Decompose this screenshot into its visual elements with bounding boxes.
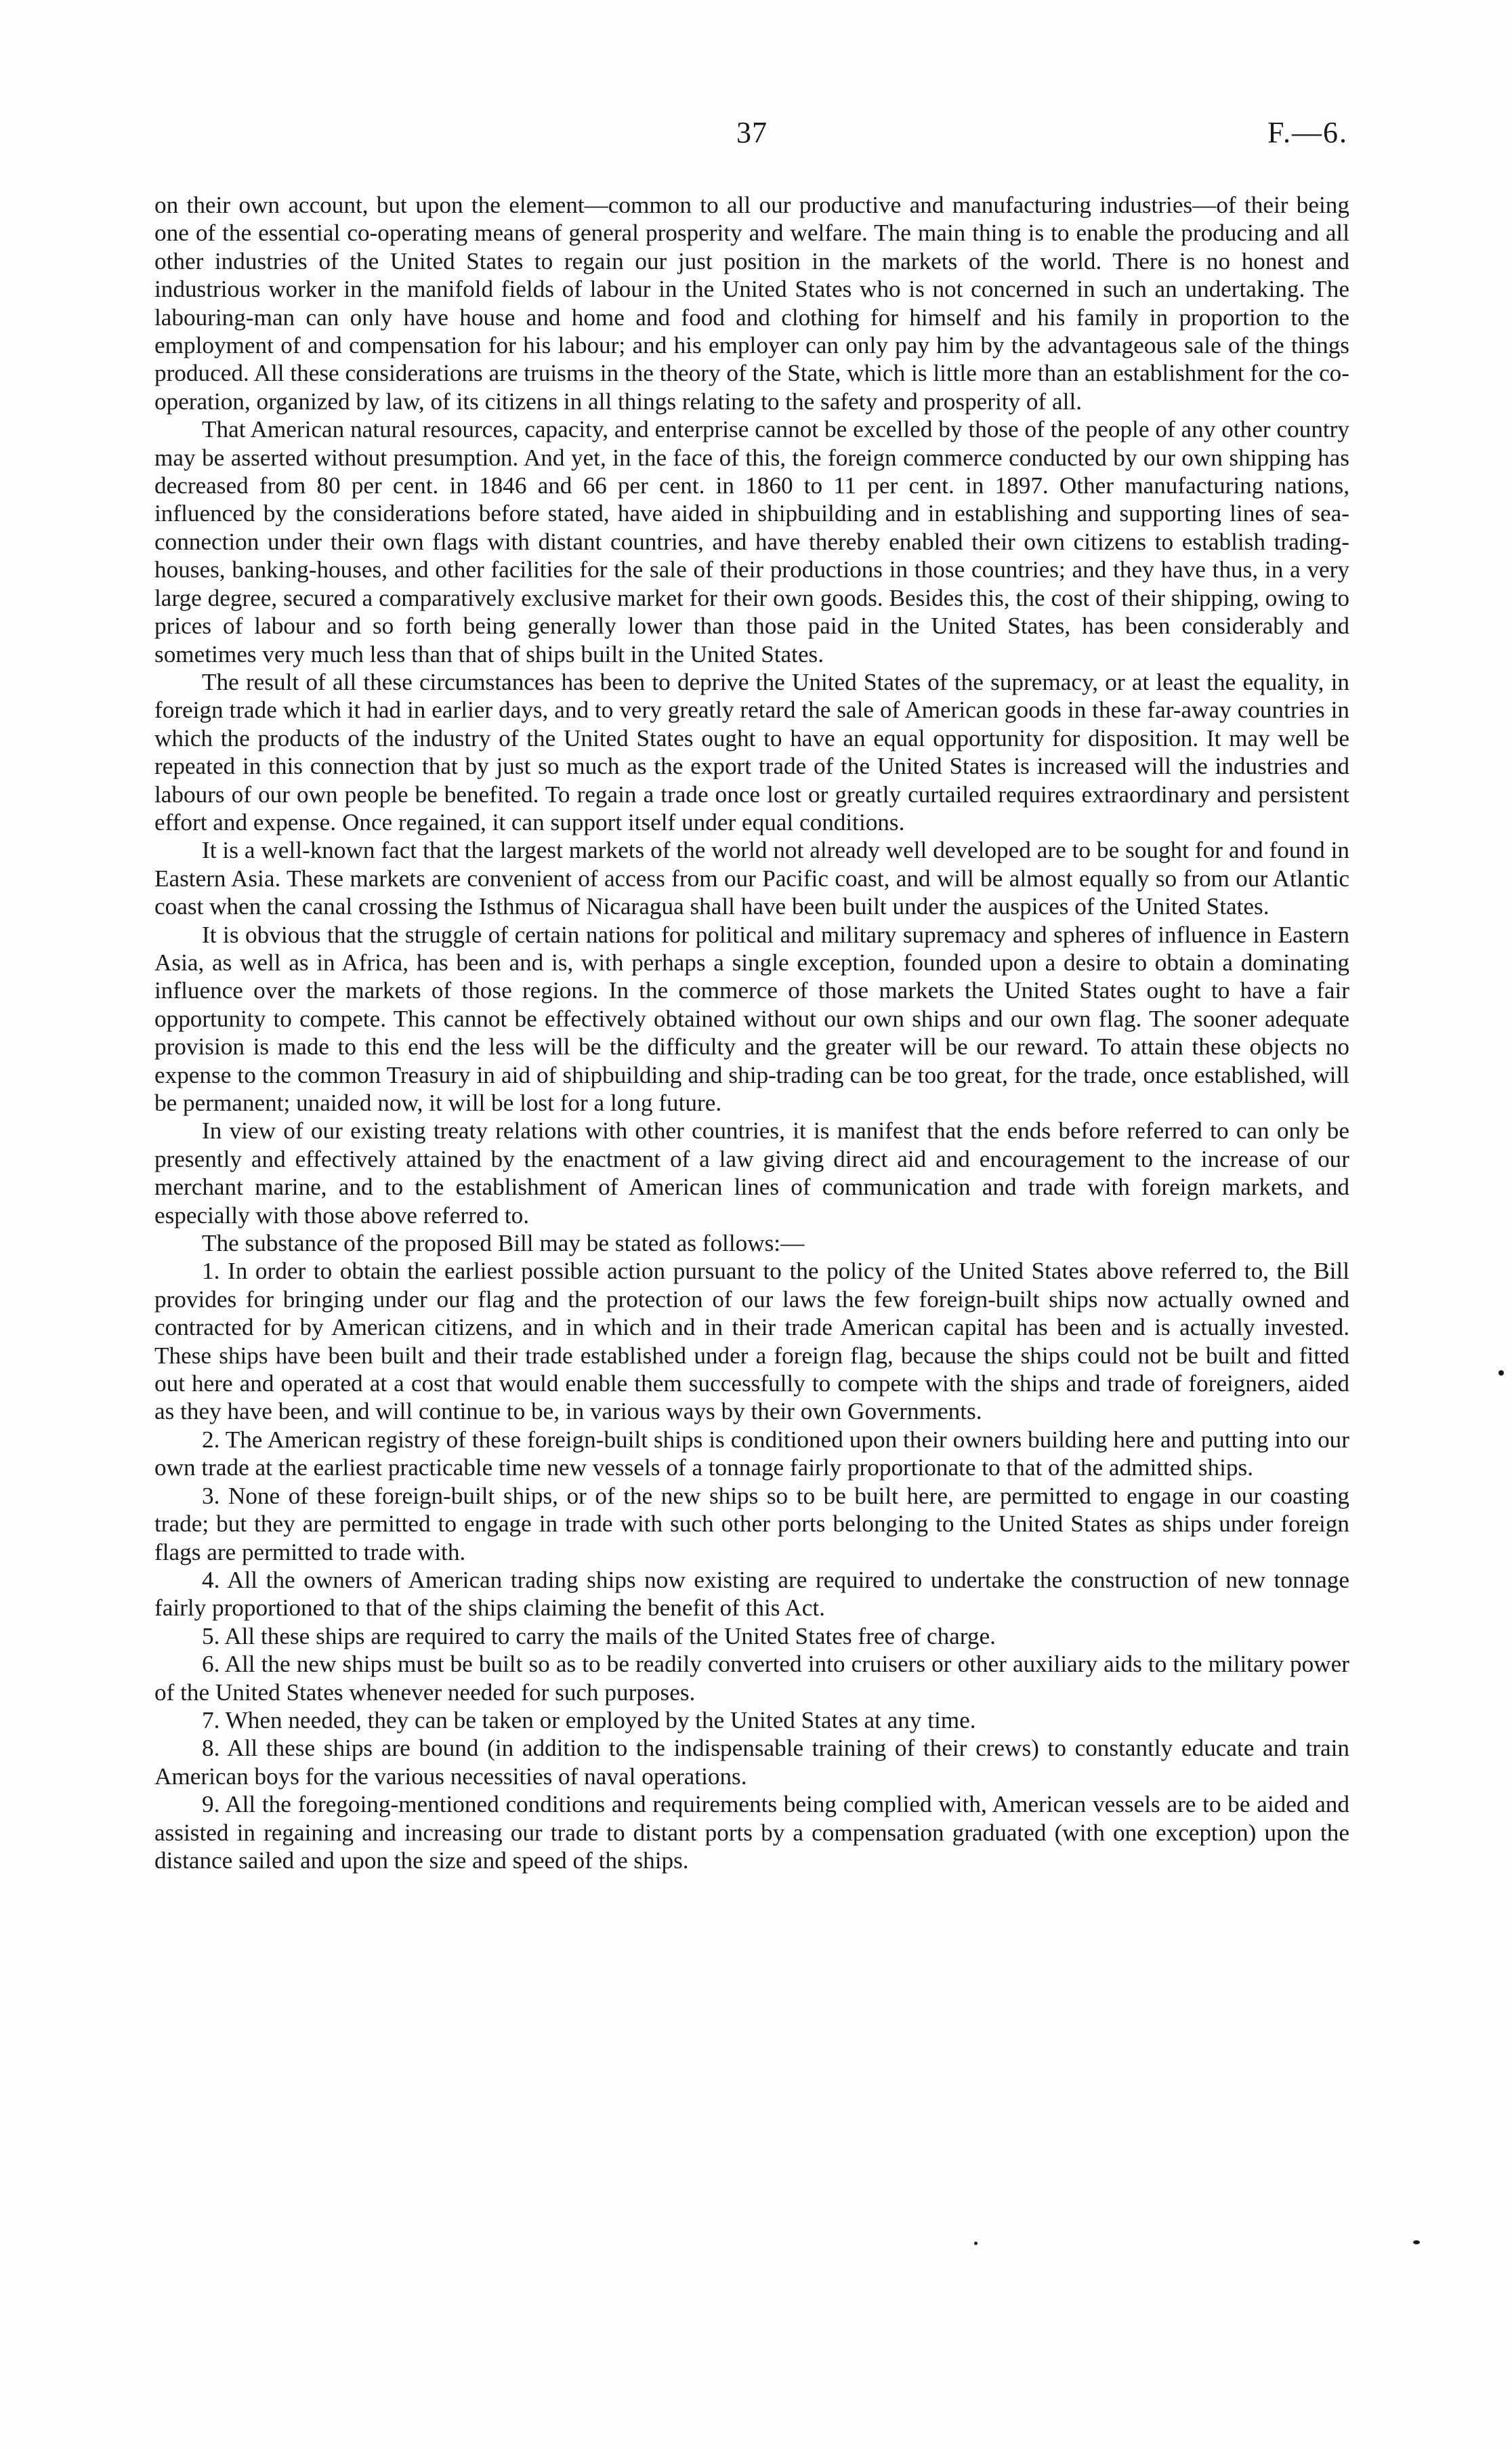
ink-spot — [974, 2242, 978, 2245]
paragraph: In view of our existing treaty relations with other countries, it is manifest that the ends before referred to can only be presently and effectively attained by the enactment of a law giving direct aid and encouragement to the increase of our merchant marine, and to the establishment of American lines of communication and trade with foreign markets, and especially with those above referred to. — [154, 1117, 1349, 1229]
body-text — [154, 191, 1349, 1874]
document-reference: F.—6. — [1267, 116, 1348, 149]
paragraph: The substance of the proposed Bill may be stated as follows:— — [202, 1230, 805, 1257]
page-header — [156, 115, 1348, 169]
paragraph: It is obvious that the struggle of certain nations for political and military supremacy and spheres of influence in Eastern Asia, as well as in Africa, has been and is, with perhaps a single exception, founded upon a desire to obtain a dominating influence over the markets of those regions. In the commerce of those markets the United States ought to have a fair opportunity to compete. This cannot be effectively obtained without our own ships and our own flag. The sooner adequate provision is made to this end the less will be the difficulty and the greater will be our reward. To attain these objects no expense to the common Treasury in aid of shipbuilding and ship-trading can be too great, for the trade, once established, will be permanent; unaided now, it will be lost for a long future. — [154, 921, 1349, 1116]
bill-item: 1. In order to obtain the earliest possible action pursuant to the policy of the United States above referred to, the Bill provides for bringing under our flag and the protection of our laws the few foreign-built ships now actually owned and contracted for by American citizens, and in which and in their trade American capital has been and is actually invested. These ships have been built and their trade established under a foreign flag, because the ships could not be built and fitted out here and operated at a cost that would enable them successfully to compete with the ships and trade of foreigners, aided as they have been, and will continue to be, in various ways by their own Governments. — [154, 1258, 1349, 1425]
bill-item: 3. None of these foreign-built ships, or of the new ships so to be built here, are permitted to engage in our coasting trade; but they are permitted to engage in trade with such other ports belonging to the United States as ships under foreign flags are permitted to trade with. — [154, 1482, 1349, 1565]
paragraph: It is a well-known fact that the largest markets of the world not already well developed are to be sought for and found in Eastern Asia. These markets are convenient of access from our Pacific coast, and will be almost equally so from our Atlantic coast when the canal crossing the Isthmus of Nicaragua shall have been built under the auspices of the United States. — [154, 837, 1349, 920]
ink-spot — [1498, 1370, 1504, 1376]
ink-spot — [1413, 2240, 1420, 2244]
paragraph: That American natural resources, capacity, and enterprise cannot be excelled by those of the people of any other country may be asserted without presumption. And yet, in the face of this, the foreign commerce conducted by our own shipping has decreased from 80 per cent. in 1846 and 66 per cent. in 1860 to 11 per cent. in 1897. Other manufacturing nations, influenced by the considerations before stated, have aided in shipbuilding and in establishing and supporting lines of sea-connection under their own flags with distant countries, and have thereby enabled their own citizens to establish trading-houses, banking-houses, and other facilities for the sale of their productions in those countries; and they have thus, in a very large degree, secured a comparatively exclusive market for their own goods. Besides this, the cost of their shipping, owing to prices of labour and so forth being generally lower than those paid in the United States, has been considerably and sometimes very much less than that of ships built in the United States. — [154, 416, 1349, 667]
page-number: 37 — [736, 116, 768, 149]
bill-item: 5. All these ships are required to carry the mails of the United States free of charge. — [202, 1622, 996, 1649]
paragraph-continuation: on their own account, but upon the element—common to all our productive and manufacturing industries—of their being one of the essential co-operating means of general prosperity and welfare. The main thing is to enable the producing and all other industries of the United States to regain our just position in the markets of the world. There is no honest and industrious worker in the manifold fields of labour in the United States who is not concerned in such an undertaking. The labouring-man can only have house and home and food and clothing for himself and his family in proportion to the employment of and compensation for his labour; and his employer can only pay him by the advantageous sale of the things produced. All these considerations are truisms in the theory of the State, which is little more than an establishment for the co-operation, organized by law, of its citizens in all things relating to the safety and prosperity of all. — [154, 192, 1349, 415]
bill-item: 9. All the foregoing-mentioned conditions and requirements being complied with, American vessels are to be aided and assisted in regaining and increasing our trade to distant ports by a compensation graduated (with one exception) upon the distance sailed and upon the size and speed of the ships. — [154, 1791, 1349, 1874]
bill-item: 4. All the owners of American trading ships now existing are required to undertake the construction of new tonnage fairly proportioned to that of the ships claiming the benefit of this Act. — [154, 1566, 1349, 1622]
paragraph: The result of all these circumstances has been to deprive the United States of the supremacy, or at least the equality, in foreign trade which it had in earlier days, and to very greatly retard the sale of American goods in these far-away countries in which the products of the industry of the United States ought to have an equal opportunity for disposition. It may well be repeated in this connection that by just so much as the export trade of the United States is increased will the industries and labours of our own people be benefited. To regain a trade once lost or greatly curtailed requires extraordinary and persistent effort and expense. Once regained, it can support itself under equal conditions. — [154, 668, 1349, 836]
bill-item: 8. All these ships are bound (in addition to the indispensable training of their crews) to constantly educate and train American boys for the various necessities of naval operations. — [154, 1735, 1349, 1790]
bill-item: 2. The American registry of these foreign-built ships is conditioned upon their owners building here and putting into our own trade at the earliest practicable time new vessels of a tonnage fairly proportionate to that of the admitted ships. — [154, 1426, 1349, 1481]
bill-item: 6. All the new ships must be built so as to be readily converted into cruisers or other auxiliary aids to the military power of the United States whenever needed for such purposes. — [154, 1651, 1349, 1706]
bill-item: 7. When needed, they can be taken or employed by the United States at any time. — [202, 1706, 976, 1733]
